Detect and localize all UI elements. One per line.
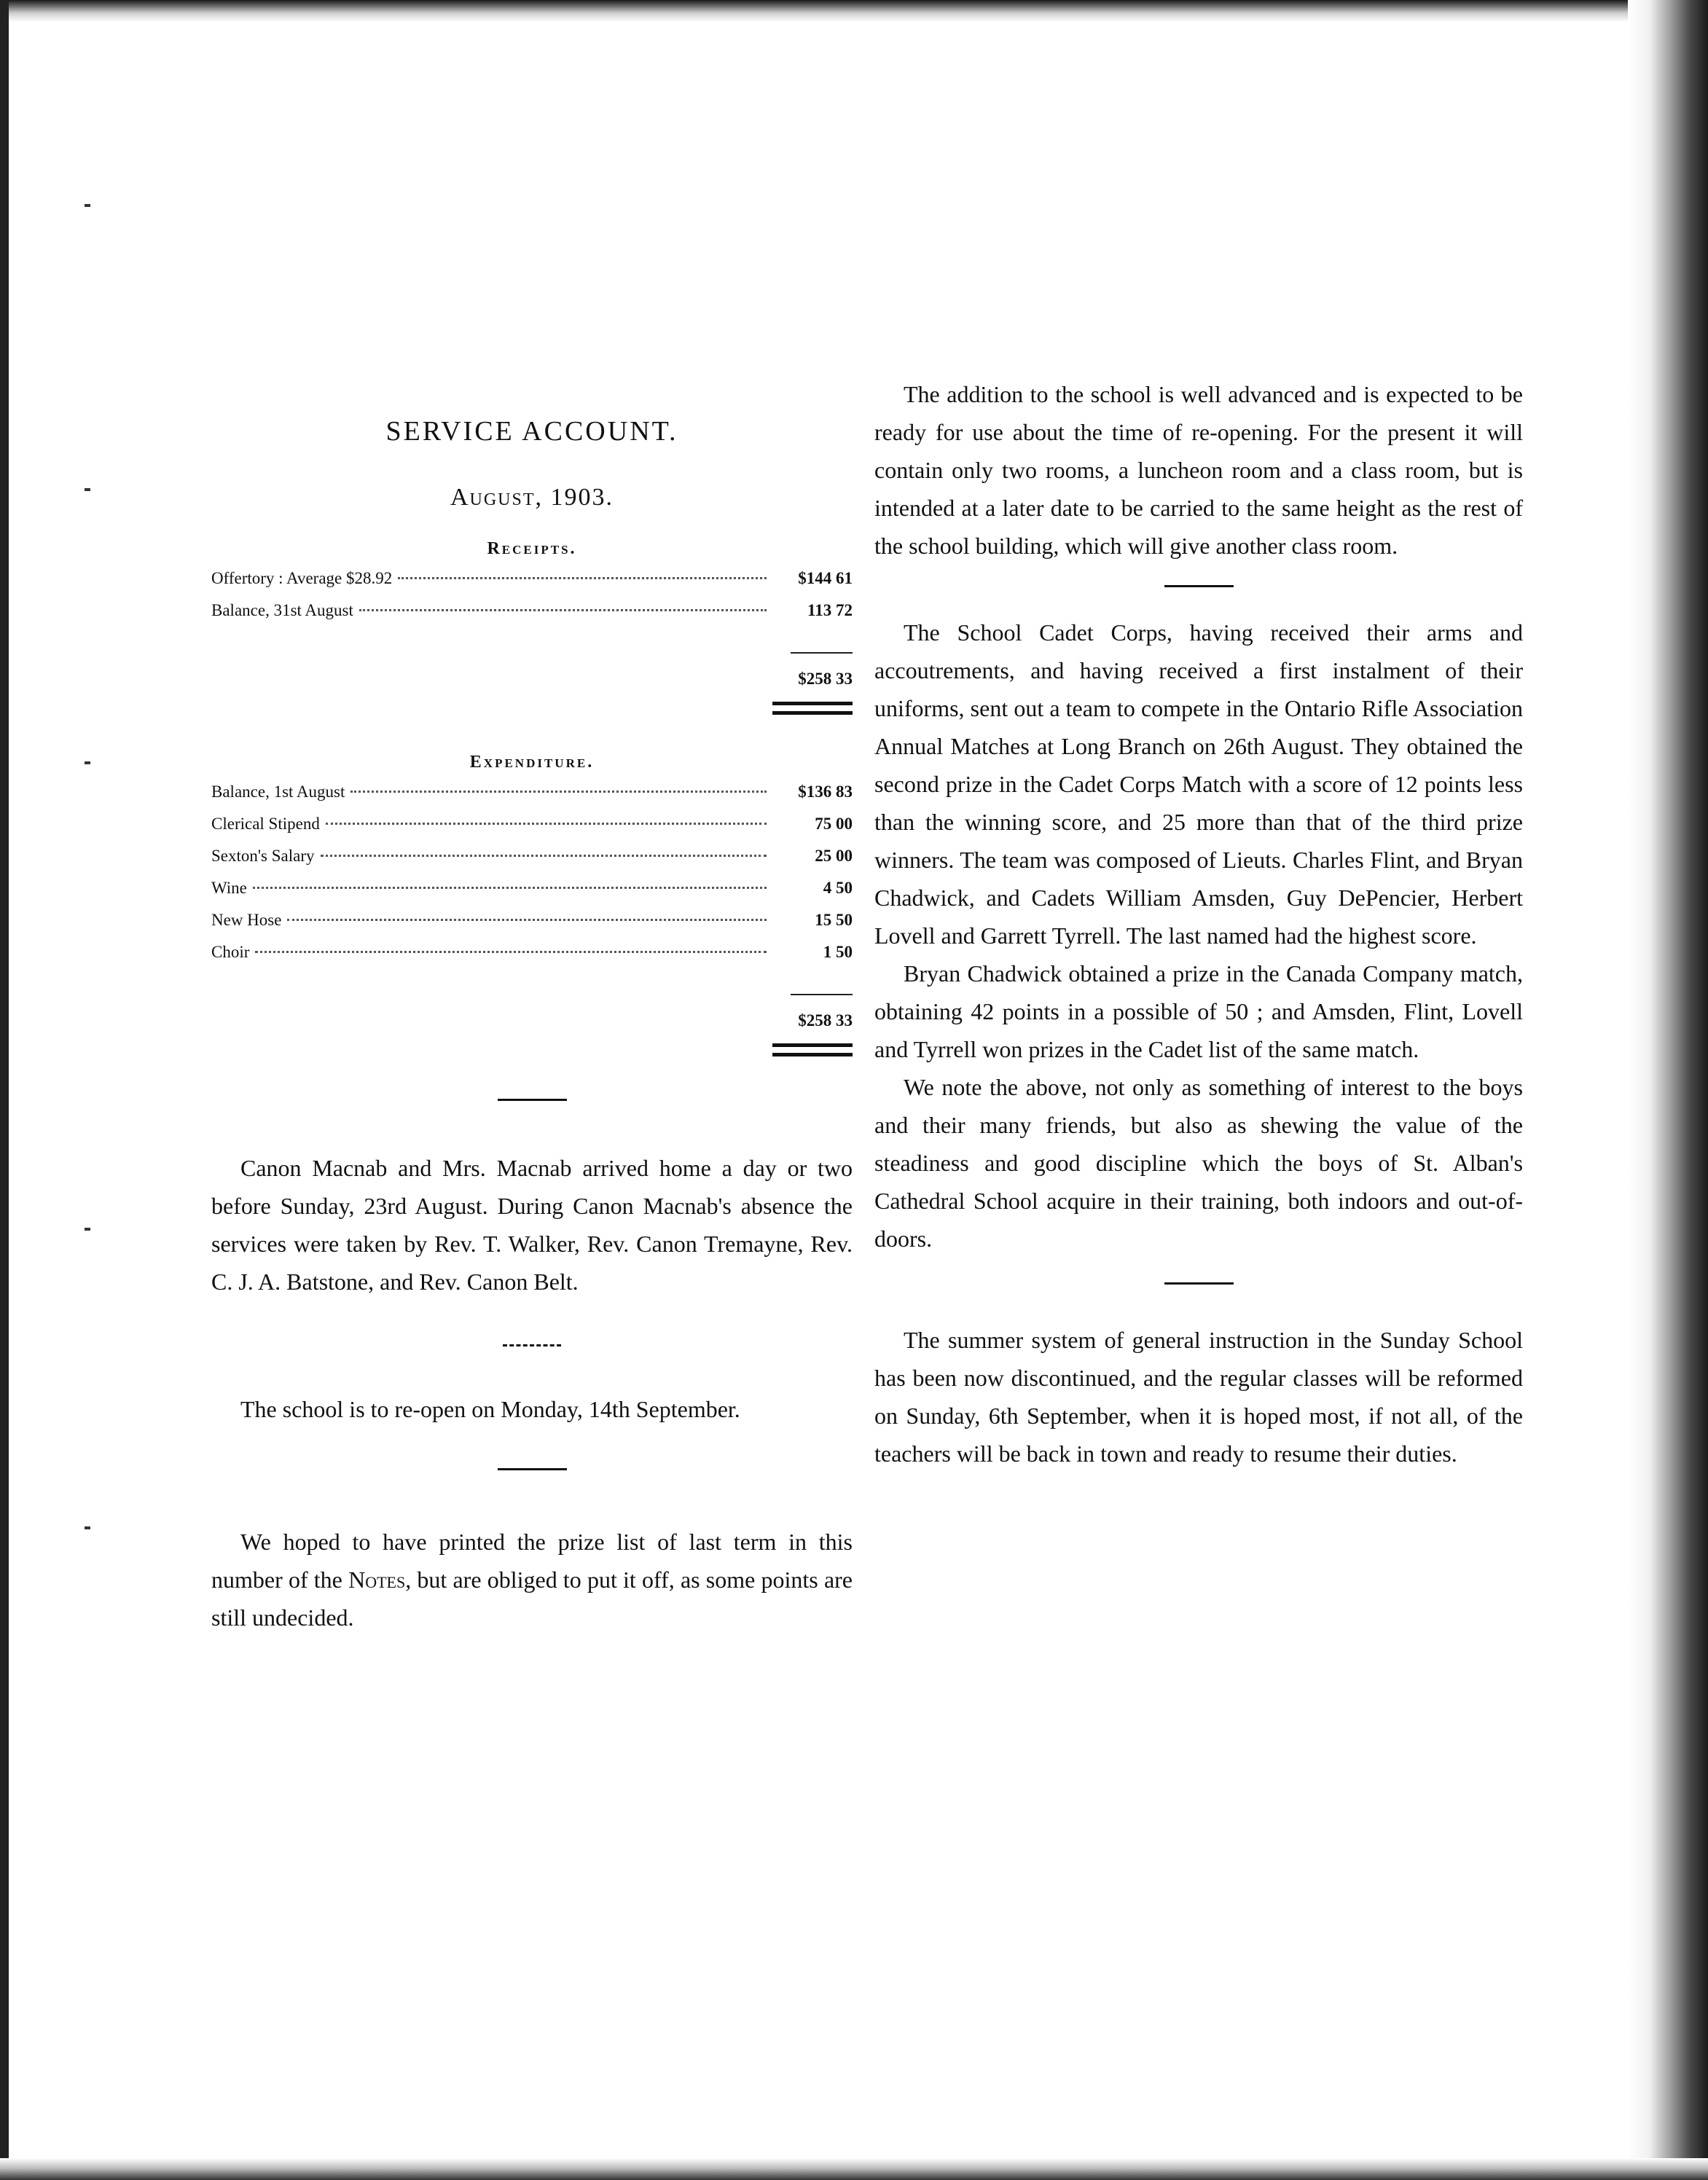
account-row: [211, 911, 853, 943]
account-amount: 4 50: [823, 879, 853, 897]
leader-dots: [350, 791, 767, 793]
total-double-rule: [772, 1043, 853, 1056]
account-amount: 15 50: [815, 911, 853, 929]
account-label: Wine: [211, 879, 247, 897]
page-top-edge: [0, 0, 1708, 22]
page-bottom-edge: [0, 2158, 1708, 2180]
margin-mark: [85, 1228, 90, 1231]
receipts-heading: Receipts.: [487, 539, 577, 558]
leader-dots: [326, 823, 767, 825]
account-amount: 113 72: [807, 601, 853, 619]
account-amount: $136 83: [798, 783, 853, 801]
school-reopen-paragraph: The school is to re-open on Monday, 14th September.: [240, 1396, 740, 1422]
page-right-edge: [1628, 0, 1708, 2180]
receipts-table: [211, 569, 853, 715]
cadet-corps-paragraph: The School Cadet Corps, having received their arms and accoutrements, and having received a first instalment of their uniforms, sent out a team to compete in the Ontario Rifle Association Annual Matches at Long Branch on 26th August. They obtained the second prize in the Cadet Corps Match with a score of 12 points less than the winning score, and 25 more than that of the third prize winners. The team was composed of Lieuts. Charles Flint, and Bryan Chadwick, and Cadets William Amsden, Guy DePencier, Herbert Lovell and Garrett Tyrrell. The last named had the highest score.: [874, 619, 1523, 949]
account-label: Sexton's Salary: [211, 847, 315, 865]
account-amount: 1 50: [823, 943, 853, 961]
expenditure-heading: Expenditure.: [469, 753, 595, 772]
account-month: August, 1903.: [450, 484, 614, 511]
account-label: Balance, 1st August: [211, 783, 345, 801]
account-row: [211, 783, 853, 815]
page-left-edge: [0, 0, 9, 2180]
leader-dots: [321, 855, 767, 857]
sum-rule: [791, 994, 853, 995]
account-amount: $144 61: [798, 569, 853, 587]
right-column: [874, 375, 1523, 1473]
total-amount: $258 33: [798, 670, 853, 688]
account-label: New Hose: [211, 911, 282, 929]
discipline-note-paragraph: We note the above, not only as something of interest to the boys and their many friends, but also as shewing the value of the steadiness and good discipline which the boys of St. Alban's Cathedral School acquire in their training, both indoors and out-of-doors.: [874, 1074, 1523, 1252]
account-row: [211, 879, 853, 911]
margin-mark: [85, 761, 90, 764]
leader-dots: [255, 951, 767, 953]
margin-mark: [85, 488, 90, 491]
total-amount: $258 33: [798, 1011, 853, 1030]
leader-dots: [398, 577, 767, 579]
expenditure-table: [211, 783, 853, 1056]
account-title: SERVICE ACCOUNT.: [385, 416, 678, 447]
total-double-rule: [772, 702, 853, 715]
account-row: [211, 943, 853, 975]
leader-dots: [287, 919, 767, 921]
left-column: [211, 415, 853, 1636]
leader-dots: [253, 887, 767, 889]
expenditure-total: [211, 1011, 853, 1030]
account-label: Choir: [211, 943, 250, 961]
canon-return-paragraph: Canon Macnab and Mrs. Macnab arrived home a day or two before Sunday, 23rd August. During Canon Macnab's absence the services were taken by Rev. T. Walker, Rev. Canon Tremayne, Rev. C. J. A. Batstone, and Rev. Canon Belt.: [211, 1155, 853, 1295]
sunday-school-paragraph: The summer system of general instruction in the Sunday School has been now discontinued, and the regular classes will be reformed on Sunday, 6th September, when it is hoped most, if not all, of the teachers will be back in town and ready to resume their duties.: [874, 1327, 1523, 1467]
account-row: [211, 847, 853, 879]
school-addition-paragraph: The addition to the school is well advanced and is expected to be ready for use about the time of re-opening. For the present it will contain only two rooms, a luncheon room and a class room, but is intended at a later date to be carried to the same height as the rest of the school building, which will give another class room.: [874, 381, 1523, 559]
margin-mark: [85, 204, 90, 207]
account-row: [211, 815, 853, 847]
bryan-chadwick-paragraph: Bryan Chadwick obtained a prize in the Canada Company match, obtaining 42 points in a possible of 50 ; and Amsden, Flint, Lovell and Tyrrell won prizes in the Cadet list of the same match.: [874, 960, 1523, 1062]
receipts-total: [211, 670, 853, 689]
prize-list-paragraph: We hoped to have printed the prize list of last term in this number of the Notes, but are obliged to put it off, as some points are still undecided.: [211, 1529, 853, 1631]
account-amount: 75 00: [815, 815, 853, 833]
account-amount: 25 00: [815, 847, 853, 865]
sum-rule: [791, 652, 853, 654]
margin-mark: [85, 1526, 90, 1529]
account-label: Balance, 31st August: [211, 601, 353, 619]
account-label: Offertory : Average $28.92: [211, 569, 393, 587]
account-label: Clerical Stipend: [211, 815, 320, 833]
account-row: [211, 601, 853, 633]
leader-dots: [359, 609, 767, 611]
account-row: [211, 569, 853, 601]
